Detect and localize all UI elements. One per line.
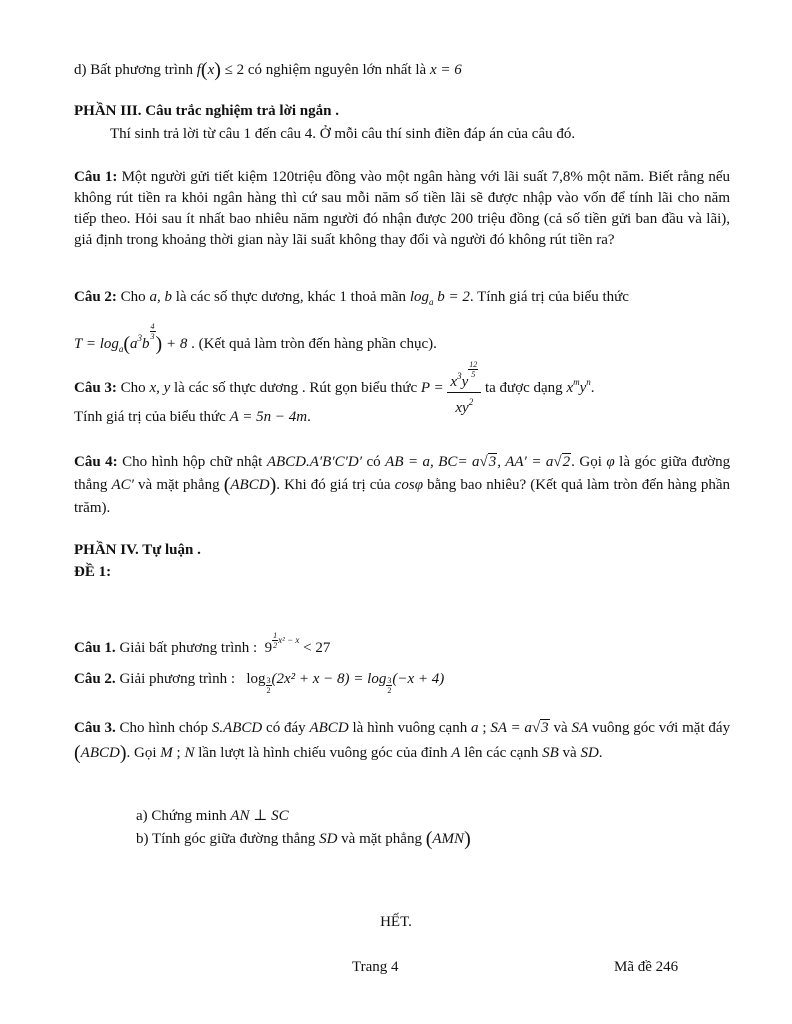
part3-instruction: Thí sinh trả lời từ câu 1 đến câu 4. Ở mỗi câu thí sinh điền đáp án của câu đó. <box>110 126 576 142</box>
question-1-label: Câu 1: <box>74 169 118 185</box>
essay-1: Câu 1. Giải bất phương trình : 9 $^{\frac{1}{2} x^2 - x}$ < 27 <box>74 631 331 656</box>
question-4-label: Câu 4: <box>74 454 118 470</box>
question-3-label: Câu 3: <box>74 380 117 396</box>
essay-2: Câu 2. Giải phương trình : log $\frac{3}{2}$ (2x² + x − 8) = log $\frac{3}{2}$ (−x + 4) <box>74 671 445 695</box>
question-3-line1: Câu 3: Cho x, y là các số thực dương . Rút gọn biểu thức P = $x^3y$ $\frac{12}{5}$ $xy^2$ ta được dạng $x^my^n$. <box>74 360 595 417</box>
top-line: d) Bất phương trình f(x) ≤ 2 có nghiệm nguyên lớn nhất là x = 6 <box>74 59 462 81</box>
essay-3-label: Câu 3. <box>74 720 116 736</box>
e1-base: 9 <box>264 640 273 656</box>
question-1: Câu 1: Một người gửi tiết kiệm 120triệu đồng vào một ngân hàng với lãi suất 7,8% một năm. Biết rằng nếu không rút tiền ra khỏi ngân hàng thì cứ sau mỗi năm số tiền lãi sẽ được nhập vào vốn để tính lãi cho năm tiếp theo. Hỏi sau ít nhất bao nhiêu năm người đó nhận được 200 triệu đồng (cả số tiền gửi ban đầu và lãi), giả định trong khoảng thời gian này lãi suất không thay đổi và người đó không rút tiền ra? <box>74 169 731 248</box>
q3-P-fraction: $x^3y$ $\frac{12}{5}$ $xy^2$ <box>447 360 481 417</box>
question-2-line2: $T = \log_a(a^3b$ $\frac{4}{3}$ ) + 8 . (Kết quả làm tròn đến hàng phần chục). <box>74 322 437 355</box>
q1-rate: 7,8% <box>551 169 583 185</box>
footer-code: Mã đề 246 <box>614 959 679 975</box>
top-line-prefix: d) Bất phương trình <box>74 62 193 78</box>
question-3-line2: Tính giá trị của biểu thức A = 5n − 4m. <box>74 409 311 425</box>
question-2-line1: Câu 2: Cho a, b là các số thực dương, khác 1 thoả mãn $\log_a b = 2$. Tính giá trị của biểu thức <box>74 289 629 307</box>
question-4: Câu 4: Cho hình hộp chữ nhật ABCD.A′B′C′D′ có AB = a, BC= a√3, AA′ = a√2. Gọi φ là góc giữa đường thẳng AC′ và mặt phẳng (ABCD). Khi đó giá trị của cosφ bằng bao nhiêu? (Kết quả làm tròn đến hàng phần trăm). <box>74 454 731 516</box>
q1-amount: 120 <box>271 169 295 185</box>
top-line-ineq: ≤ 2 <box>224 62 245 78</box>
essay-1-label: Câu 1. <box>74 640 116 656</box>
essay-2-label: Câu 2. <box>74 671 116 687</box>
q2-T-expr: $T = \log_a(a^3b$ $\frac{4}{3}$ ) + 8 <box>74 322 188 355</box>
essay-3: Câu 3. Cho hình chóp S.ABCD có đáy ABCD là hình vuông cạnh a ; SA = a√3 và SA vuông góc với mặt đáy (ABCD). Gọi M ; N lần lượt là hình chiếu vuông góc của đỉnh A lên các cạnh SB và SD. <box>74 720 731 764</box>
part4-sub: ĐỀ 1: <box>74 564 112 580</box>
part4-heading: PHẦN IV. Tự luận . <box>74 542 201 558</box>
essay-3-item-a: a) Chứng minh AN ⊥ SC <box>136 808 289 824</box>
q1-target: 200 <box>450 211 474 227</box>
top-line-f: f <box>196 62 201 78</box>
part3-heading: PHẦN III. Câu trắc nghiệm trả lời ngắn . <box>74 103 339 119</box>
essay-3-item-b: b) Tính góc giữa đường thẳng SD và mặt phẳng (AMN) <box>136 828 471 850</box>
top-line-middle: có nghiệm nguyên lớn nhất là <box>247 62 427 78</box>
top-line-x: x <box>207 62 215 78</box>
footer-page: Trang 4 <box>352 959 399 975</box>
question-2-label: Câu 2: <box>74 289 117 305</box>
end-marker: HẾT. <box>380 914 412 930</box>
top-line-answer: x = 6 <box>429 62 462 78</box>
